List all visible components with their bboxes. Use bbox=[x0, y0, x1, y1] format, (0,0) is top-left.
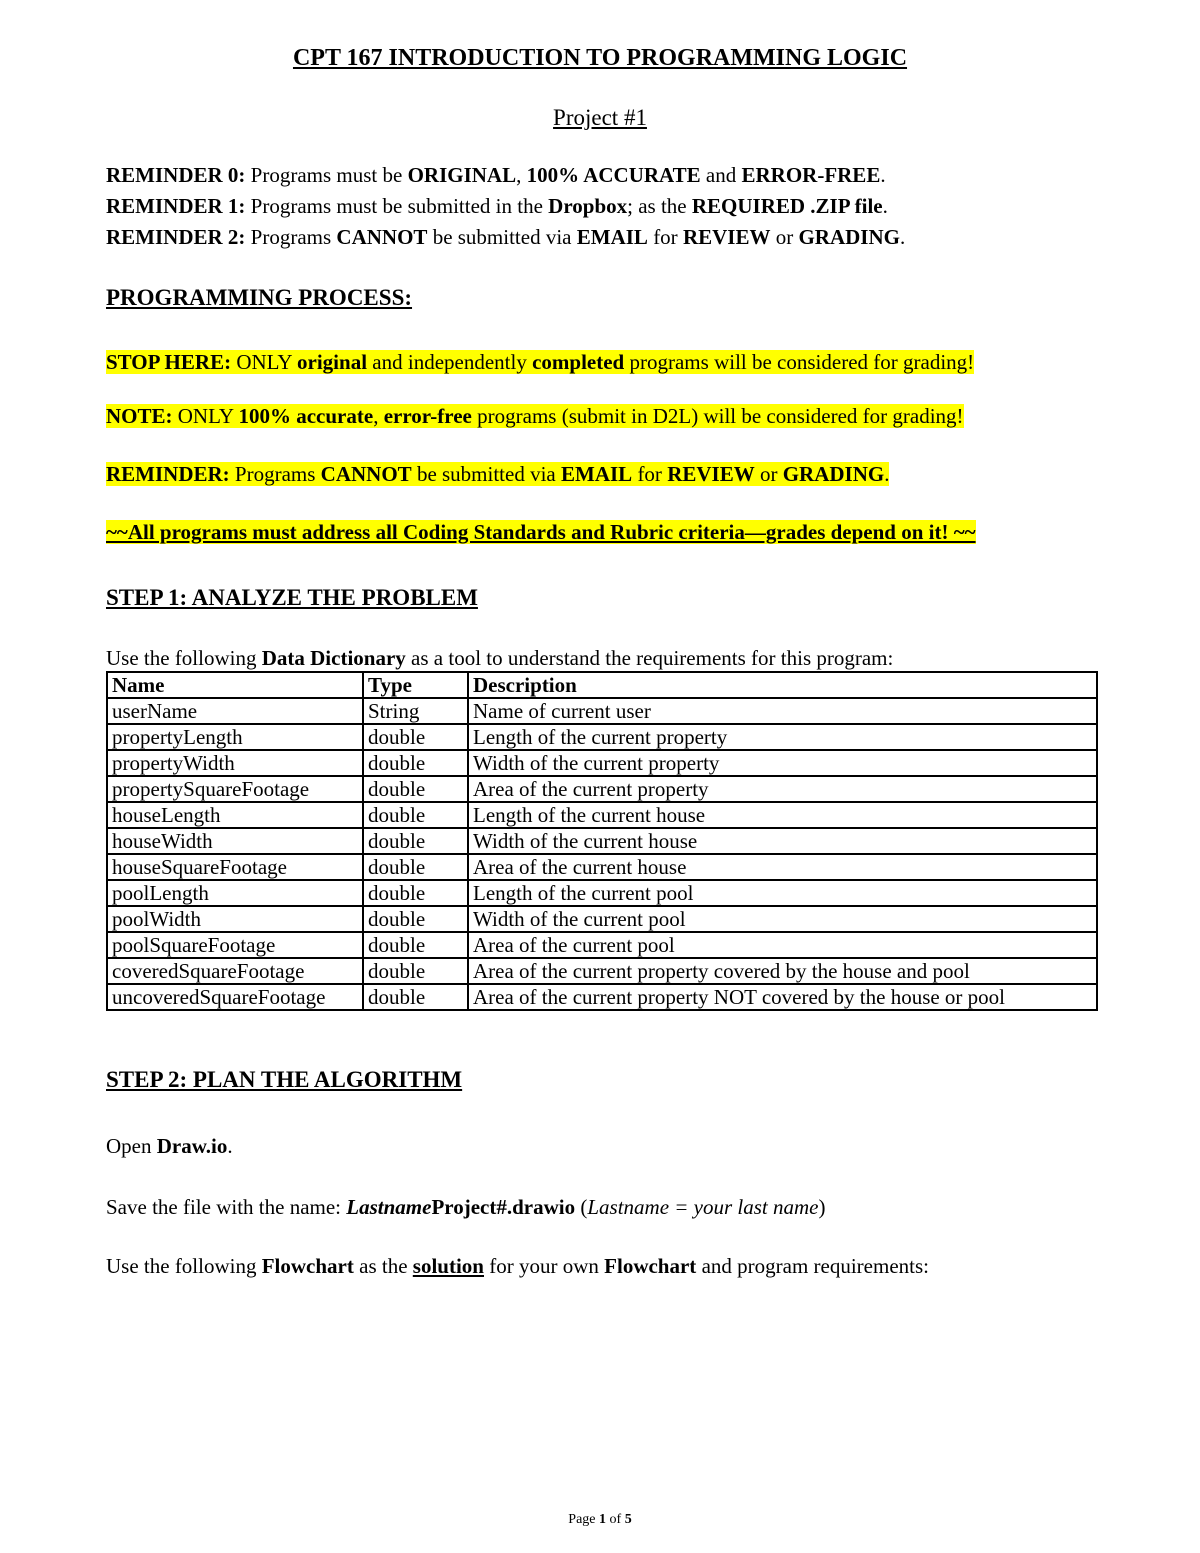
table-row bbox=[107, 880, 1097, 906]
document-title: CPT 167 INTRODUCTION TO PROGRAMMING LOGIC bbox=[292, 45, 908, 71]
step2-heading: STEP 2: PLAN THE ALGORITHM bbox=[106, 1067, 463, 1092]
cell-name: uncoveredSquareFootage bbox=[107, 984, 363, 1010]
cell-type: double bbox=[363, 880, 468, 906]
cell-name: houseLength bbox=[107, 802, 363, 828]
cell-type: double bbox=[363, 828, 468, 854]
document-subtitle: Project #1 bbox=[553, 105, 647, 130]
reminder-1: REMINDER 1: Programs must be submitted in the Dropbox; as the REQUIRED .ZIP file. bbox=[106, 194, 888, 218]
cell-type: double bbox=[363, 958, 468, 984]
cell-description: Length of the current house bbox=[468, 802, 1097, 828]
column-header-name: Name bbox=[107, 672, 363, 698]
step1-heading: STEP 1: ANALYZE THE PROBLEM bbox=[106, 585, 478, 610]
table-row bbox=[107, 750, 1097, 776]
cell-name: poolWidth bbox=[107, 906, 363, 932]
cell-description: Area of the current property covered by the house and pool bbox=[468, 958, 1097, 984]
note-notice: NOTE: ONLY 100% accurate, error-free programs (submit in D2L) will be considered for grading! bbox=[106, 404, 964, 428]
coding-standards-notice: ~~All programs must address all Coding Standards and Rubric criteria—grades depend on it! ~~ bbox=[106, 520, 976, 544]
table-header-row bbox=[107, 672, 1097, 698]
table-row bbox=[107, 802, 1097, 828]
cell-name: houseSquareFootage bbox=[107, 854, 363, 880]
cell-type: double bbox=[363, 984, 468, 1010]
cell-description: Width of the current house bbox=[468, 828, 1097, 854]
table-row bbox=[107, 724, 1097, 750]
cell-type: double bbox=[363, 802, 468, 828]
cell-name: propertyLength bbox=[107, 724, 363, 750]
cell-type: String bbox=[363, 698, 468, 724]
cell-type: double bbox=[363, 906, 468, 932]
table-row bbox=[107, 828, 1097, 854]
cell-name: coveredSquareFootage bbox=[107, 958, 363, 984]
cell-description: Width of the current property bbox=[468, 750, 1097, 776]
cell-description: Area of the current pool bbox=[468, 932, 1097, 958]
cell-description: Length of the current property bbox=[468, 724, 1097, 750]
step2-save-instructions: Save the file with the name: LastnameProject#.drawio (Lastname = your last name) bbox=[106, 1195, 826, 1219]
cell-name: propertyWidth bbox=[107, 750, 363, 776]
cell-name: houseWidth bbox=[107, 828, 363, 854]
column-header-description: Description bbox=[468, 672, 1097, 698]
step2-open-drawio: Open Draw.io. bbox=[106, 1134, 233, 1158]
cell-description: Length of the current pool bbox=[468, 880, 1097, 906]
table-row bbox=[107, 958, 1097, 984]
cell-description: Area of the current property bbox=[468, 776, 1097, 802]
cell-name: poolLength bbox=[107, 880, 363, 906]
page-footer: Page 1 of 5 bbox=[568, 1512, 632, 1527]
cell-name: propertySquareFootage bbox=[107, 776, 363, 802]
cell-description: Name of current user bbox=[468, 698, 1097, 724]
table-row bbox=[107, 776, 1097, 802]
table-row bbox=[107, 932, 1097, 958]
table-row bbox=[107, 698, 1097, 724]
step1-intro: Use the following Data Dictionary as a tool to understand the requirements for this program: bbox=[106, 646, 894, 670]
table-row bbox=[107, 984, 1097, 1010]
stop-here-notice: STOP HERE: ONLY original and independently completed programs will be considered for grading! bbox=[106, 350, 975, 374]
cell-type: double bbox=[363, 750, 468, 776]
table-row bbox=[107, 906, 1097, 932]
reminder-2: REMINDER 2: Programs CANNOT be submitted via EMAIL for REVIEW or GRADING. bbox=[106, 225, 906, 249]
programming-process-heading: PROGRAMMING PROCESS: bbox=[106, 285, 413, 310]
cell-type: double bbox=[363, 724, 468, 750]
column-header-type: Type bbox=[363, 672, 468, 698]
reminder-notice: REMINDER: Programs CANNOT be submitted via EMAIL for REVIEW or GRADING. bbox=[106, 462, 890, 486]
cell-description: Width of the current pool bbox=[468, 906, 1097, 932]
data-dictionary-table bbox=[106, 671, 1098, 1011]
step2-use-flowchart: Use the following Flowchart as the solution for your own Flowchart and program requirements: bbox=[106, 1254, 929, 1278]
cell-description: Area of the current house bbox=[468, 854, 1097, 880]
cell-description: Area of the current property NOT covered by the house or pool bbox=[468, 984, 1097, 1010]
table-row bbox=[107, 854, 1097, 880]
cell-type: double bbox=[363, 776, 468, 802]
cell-type: double bbox=[363, 854, 468, 880]
cell-type: double bbox=[363, 932, 468, 958]
cell-name: poolSquareFootage bbox=[107, 932, 363, 958]
reminder-0: REMINDER 0: Programs must be ORIGINAL, 100% ACCURATE and ERROR-FREE. bbox=[106, 163, 886, 187]
cell-name: userName bbox=[107, 698, 363, 724]
